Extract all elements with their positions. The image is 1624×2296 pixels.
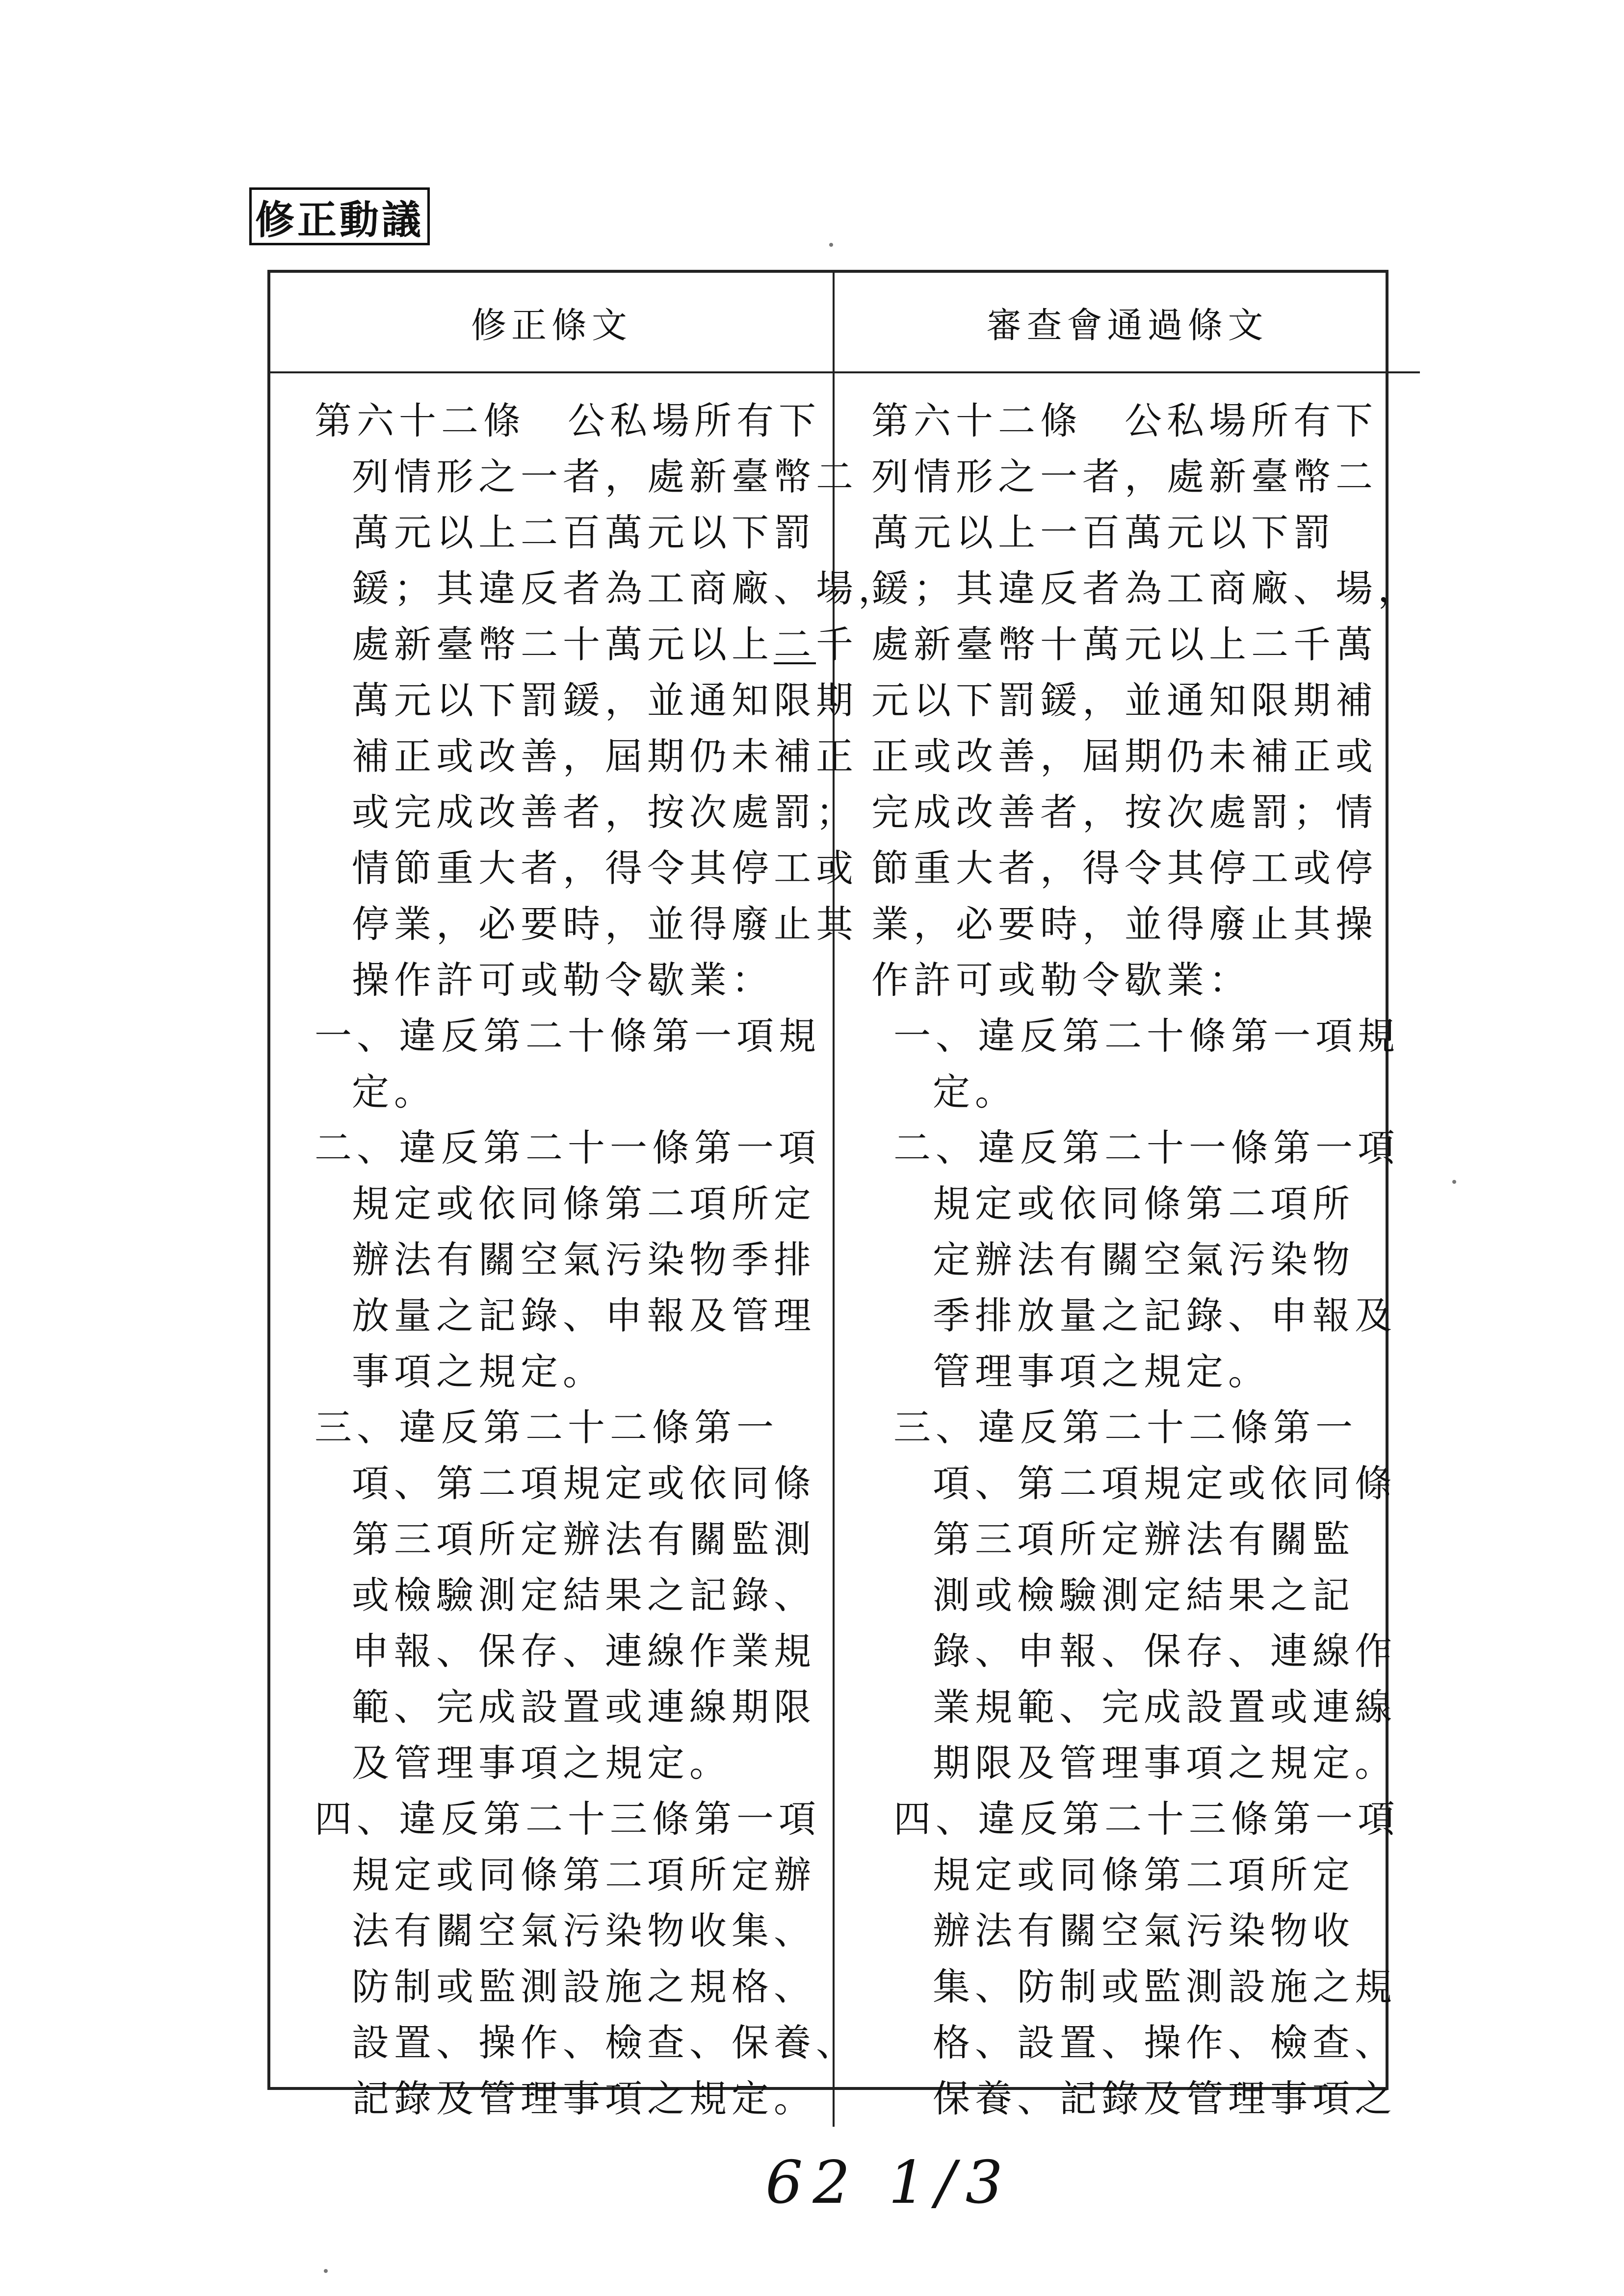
amended-text-line: 範、完成設置或連線期限 (352, 1685, 816, 1729)
amended-text-line: 防制或監測設施之規格、 (352, 1965, 816, 2009)
amended-text-line: 一、違反第二十條第一項規 (314, 1014, 821, 1058)
approved-text-line: 元以下罰鍰，並通知限期補 (871, 678, 1378, 722)
approved-text-line: 管理事項之規定。 (933, 1350, 1270, 1393)
amended-text-line: 情節重大者，得令其停工或 (352, 846, 858, 890)
amended-text-line: 記錄及管理事項之規定。 (352, 2077, 816, 2120)
header-amended: 修正條文 (270, 273, 835, 373)
amended-text-line: 設置、操作、檢查、保養、 (352, 2021, 858, 2064)
approved-text-line: 保養、記錄及管理事項之 (933, 2077, 1397, 2120)
amended-text-line: 第六十二條 公私場所有下 (314, 399, 821, 443)
approved-text-line: 完成改善者，按次處罰；情 (871, 790, 1378, 834)
amended-text-line: 或完成改善者，按次處罰； (352, 790, 858, 834)
approved-text (835, 373, 1420, 2127)
amended-underline: 二 (774, 623, 816, 666)
approved-text-line: 三、違反第二十二條第一 (893, 1406, 1358, 1449)
approved-text-line: 二、違反第二十一條第一項 (893, 1126, 1400, 1170)
amended-text-line: 四、違反第二十三條第一項 (314, 1797, 821, 1841)
approved-text-line: 第六十二條 公私場所有下 (871, 399, 1378, 443)
amended-text-line: 定。 (352, 1070, 436, 1114)
approved-text-line: 期限及管理事項之規定。 (933, 1741, 1397, 1785)
approved-text-line: 錄、申報、保存、連線作 (933, 1629, 1397, 1673)
amended-text-line: 項、第二項規定或依同條 (352, 1461, 816, 1505)
amended-text-line: 三、違反第二十二條第一 (314, 1406, 779, 1449)
approved-text-line: 定辦法有關空氣污染物 (933, 1238, 1355, 1281)
approved-text-line: 規定或同條第二項所定 (933, 1853, 1355, 1897)
approved-text-line: 季排放量之記錄、申報及 (933, 1294, 1397, 1337)
approved-text-line: 辦法有關空氣污染物收 (933, 1909, 1355, 1953)
amended-text-line: 辦法有關空氣污染物季排 (352, 1238, 816, 1281)
approved-text-line: 集、防制或監測設施之規 (933, 1965, 1397, 2009)
amended-text-line: 二、違反第二十一條第一項 (314, 1126, 821, 1170)
approved-text-line: 四、違反第二十三條第一項 (893, 1797, 1400, 1841)
header-approved: 審查會通過條文 (835, 273, 1420, 373)
amended-text-line: 或檢驗測定結果之記錄、 (352, 1573, 816, 1617)
amended-text-line: 處新臺幣二十萬元以上二千 (352, 623, 858, 666)
scan-speck (829, 243, 833, 247)
comparison-table (267, 270, 1420, 2120)
amended-text-line: 停業，必要時，並得廢止其 (352, 902, 858, 946)
scan-speck (324, 2269, 328, 2273)
amended-text-line: 萬元以上二百萬元以下罰 (352, 511, 816, 554)
approved-text-line: 一、違反第二十條第一項規 (893, 1014, 1400, 1058)
approved-text-line: 格、設置、操作、檢查、 (933, 2021, 1397, 2064)
approved-text-line: 列情形之一者，處新臺幣二 (871, 455, 1378, 498)
approved-text-line: 正或改善，屆期仍未補正或 (871, 734, 1378, 778)
amended-text-line: 法有關空氣污染物收集、 (352, 1909, 816, 1953)
motion-label: 修正動議 (249, 187, 430, 245)
amended-text-line: 放量之記錄、申報及管理 (352, 1294, 816, 1337)
approved-text-line: 業規範、完成設置或連線 (933, 1685, 1397, 1729)
approved-text-line: 業，必要時，並得廢止其操 (871, 902, 1378, 946)
scan-speck (1452, 1180, 1456, 1184)
amended-text-line: 列情形之一者，處新臺幣二 (352, 455, 858, 498)
amended-text-line: 鍰；其違反者為工商廠、場， (352, 567, 900, 610)
approved-text-line: 萬元以上一百萬元以下罰 (871, 511, 1336, 554)
approved-text-line: 規定或依同條第二項所 (933, 1182, 1355, 1226)
amended-text (270, 373, 900, 2127)
approved-text-line: 定。 (933, 1070, 1017, 1114)
amended-text-line: 申報、保存、連線作業規 (352, 1629, 816, 1673)
amended-text-line: 及管理事項之規定。 (352, 1741, 732, 1785)
approved-text-line: 測或檢驗測定結果之記 (933, 1573, 1355, 1617)
approved-text-line: 項、第二項規定或依同條 (933, 1461, 1397, 1505)
amended-text-line: 事項之規定。 (352, 1350, 605, 1393)
amended-text-line: 規定或同條第二項所定辦 (352, 1853, 816, 1897)
page-number: 62 1/3 (765, 2149, 1013, 2217)
amended-text-line: 操作許可或勒令歇業： (352, 958, 774, 1002)
amended-text-line: 第三項所定辦法有關監測 (352, 1517, 816, 1561)
approved-text-line: 作許可或勒令歇業： (871, 958, 1251, 1002)
approved-text-line: 第三項所定辦法有關監 (933, 1517, 1355, 1561)
amended-text-line: 規定或依同條第二項所定 (352, 1182, 816, 1226)
approved-text-line: 鍰；其違反者為工商廠、場， (871, 567, 1420, 610)
approved-text-line: 處新臺幣十萬元以上二千萬 (871, 623, 1378, 666)
approved-text-line: 節重大者，得令其停工或停 (871, 846, 1378, 890)
amended-text-line: 萬元以下罰鍰，並通知限期 (352, 678, 858, 722)
amended-text-line: 補正或改善，屆期仍未補正 (352, 734, 858, 778)
